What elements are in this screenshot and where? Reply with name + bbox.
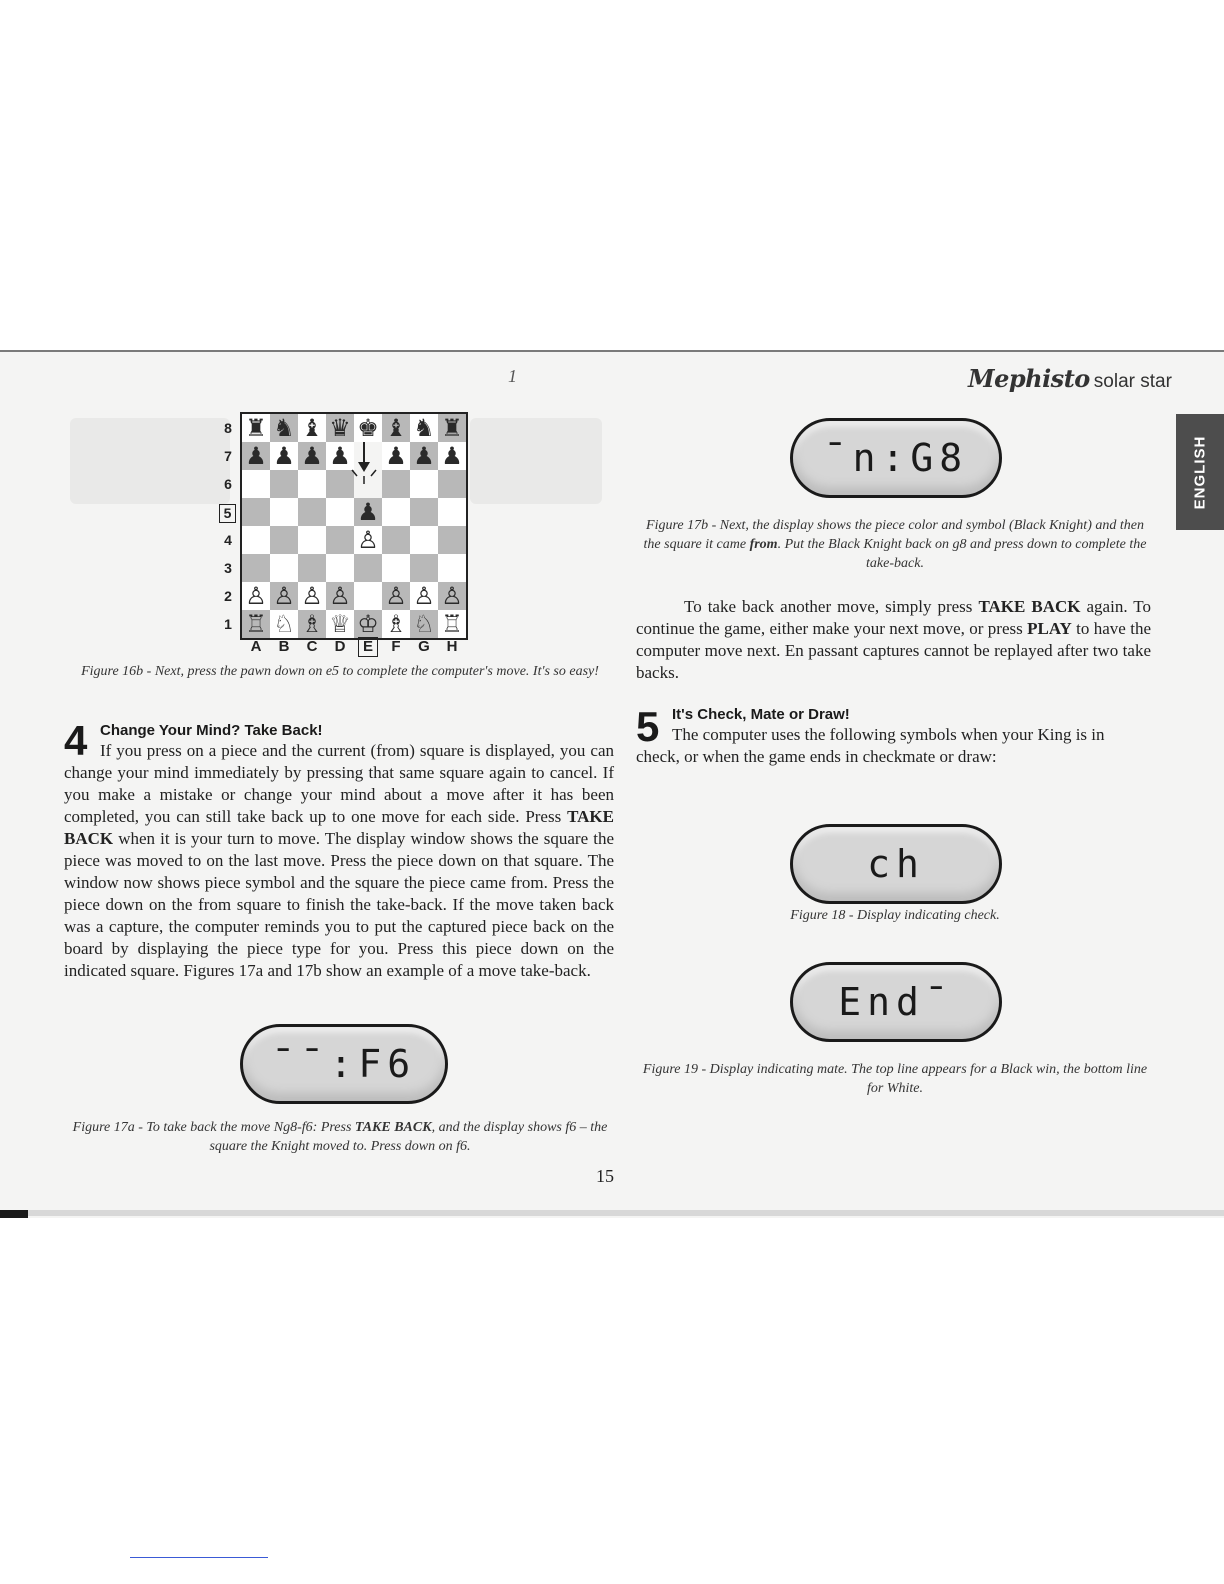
board-square-g5 <box>410 498 438 526</box>
file-label-c: C <box>306 638 318 655</box>
board-square-g1: ♘ <box>410 610 438 638</box>
board-square-c6 <box>298 470 326 498</box>
file-label-e: E <box>358 637 378 657</box>
board-square-a1: ♖ <box>242 610 270 638</box>
board-square-c5 <box>298 498 326 526</box>
binding-mark <box>0 1210 28 1218</box>
figure-18-caption: Figure 18 - Display indicating check. <box>790 908 1000 923</box>
board-square-a8: ♜ <box>242 414 270 442</box>
board-square-e2 <box>354 582 382 610</box>
rank-label-5: 5 <box>219 504 236 523</box>
file-label-d: D <box>334 638 346 655</box>
file-label-g: G <box>418 638 430 655</box>
language-tab <box>1176 414 1224 530</box>
section-4-text-1: If you press on a piece and the current (from) square is displayed, you can change your mind immediately by pressing that same square again to cancel. If you make a mistake or change your mind about a move after it has been completed, you can still take back up to one move for each side. Press <box>64 741 614 826</box>
board-square-f4 <box>382 526 410 554</box>
board-square-e8: ♚ <box>354 414 382 442</box>
file-label-f: F <box>391 638 401 655</box>
takeback-text-3: to have the computer move next. En passant captures cannot be replayed after two take backs. <box>636 619 1151 682</box>
figure-16b-caption: Figure 16b - Next, press the pawn down on e5 to complete the computer's move. It's so easy! <box>81 664 599 679</box>
brand-script: Mephisto <box>968 364 1090 393</box>
board-square-d7: ♟ <box>326 442 354 470</box>
board-square-a5 <box>242 498 270 526</box>
board-square-a4 <box>242 526 270 554</box>
board-square-f3 <box>382 554 410 582</box>
board-square-e1: ♔ <box>354 610 382 638</box>
board-square-f8: ♝ <box>382 414 410 442</box>
lcd-19-text: End¯ <box>838 980 954 1024</box>
section-4-body <box>64 740 614 982</box>
board-square-d4 <box>326 526 354 554</box>
fig17a-bold: TAKE BACK <box>354 1120 432 1135</box>
section-4-text-2: when it is your turn to move. The display window shows the square the piece was moved to on the last move. Press the piece down on that square. The window now shows piece symbol and the square the piece came from. Press the piece down on the from square to finish the take-back. If the move taken back was a capture, the computer reminds you to put the captured piece back on the board by displaying the piece type for you. Press this piece down on the indicated square. Figures 17a and 17b show an example of a move take-back. <box>64 829 614 980</box>
lcd-display-19 <box>790 962 1002 1042</box>
board-square-d5 <box>326 498 354 526</box>
board-square-b8: ♞ <box>270 414 298 442</box>
fig17b-bold: from <box>749 537 778 552</box>
section-5-text: The computer uses the following symbols when your King is in check, or when the game ends in checkmate or draw: <box>636 725 1105 766</box>
lcd-17a-text: ¯¯:F6 <box>271 1042 417 1086</box>
page-bottom-edge <box>0 1210 1224 1216</box>
board-square-g4 <box>410 526 438 554</box>
show-through-image <box>70 418 230 504</box>
section-5-number: 5 <box>636 703 660 750</box>
board-square-b3 <box>270 554 298 582</box>
move-arrow-icon <box>346 440 382 490</box>
rank-label-6: 6 <box>224 476 232 492</box>
board-square-g6 <box>410 470 438 498</box>
board-square-h8: ♜ <box>438 414 466 442</box>
board-square-a2: ♙ <box>242 582 270 610</box>
board-square-b6 <box>270 470 298 498</box>
fig17a-text-2: , and the display shows f6 – the square the Knight moved to. Press down on f6. <box>209 1120 608 1154</box>
section-4-number: 4 <box>64 717 88 764</box>
takeback-text-2: again. To continue the game, either make your next move, or press <box>636 597 1151 638</box>
page-number: 15 <box>596 1166 614 1186</box>
board-square-e4: ♙ <box>354 526 382 554</box>
board-square-b5 <box>270 498 298 526</box>
board-square-a3 <box>242 554 270 582</box>
section-4-bold-1: TAKE BACK <box>64 807 614 848</box>
file-label-h: H <box>446 638 458 655</box>
rank-label-1: 1 <box>224 616 232 632</box>
board-square-e5: ♟ <box>354 498 382 526</box>
board-square-d3 <box>326 554 354 582</box>
board-square-c8: ♝ <box>298 414 326 442</box>
board-square-h1: ♖ <box>438 610 466 638</box>
board-square-h6 <box>438 470 466 498</box>
rank-label-2: 2 <box>224 588 232 604</box>
board-square-h5 <box>438 498 466 526</box>
board-square-h7: ♟ <box>438 442 466 470</box>
board-square-c2: ♙ <box>298 582 326 610</box>
board-square-d8: ♛ <box>326 414 354 442</box>
lcd-display-17b <box>790 418 1002 498</box>
takeback-text-1: To take back another move, simply press <box>684 597 979 616</box>
brand-product: solar star <box>1093 371 1172 392</box>
board-square-f2: ♙ <box>382 582 410 610</box>
figure-17b-caption <box>640 516 1150 573</box>
rank-label-3: 3 <box>224 560 232 576</box>
board-square-c4 <box>298 526 326 554</box>
board-square-b1: ♘ <box>270 610 298 638</box>
file-label-a: A <box>250 638 262 655</box>
board-square-g8: ♞ <box>410 414 438 442</box>
stray-mark: 1 <box>508 366 517 386</box>
fig17a-text-1: Figure 17a - To take back the move Ng8-f6: Press <box>72 1120 355 1135</box>
board-square-e3 <box>354 554 382 582</box>
section-5-title: It's Check, Mate or Draw! <box>672 706 850 723</box>
fig17b-text-1: Figure 17b - Next, the display shows the piece color and symbol (Black Knight) and then the square it came <box>643 518 1144 552</box>
lcd-18-text: ch <box>867 842 925 886</box>
figure-17a-caption <box>64 1118 616 1156</box>
board-square-d1: ♕ <box>326 610 354 638</box>
lcd-17b-text: ¯n:G8 <box>823 436 969 480</box>
board-square-c7: ♟ <box>298 442 326 470</box>
section-4-title: Change Your Mind? Take Back! <box>100 722 323 739</box>
board-square-c3 <box>298 554 326 582</box>
rank-label-4: 4 <box>224 532 232 548</box>
board-square-b7: ♟ <box>270 442 298 470</box>
board-square-g3 <box>410 554 438 582</box>
takeback-paragraph <box>636 596 1151 684</box>
board-square-b4 <box>270 526 298 554</box>
language-tab-label: ENGLISH <box>1191 435 1209 509</box>
brand-logo <box>968 364 1172 393</box>
takeback-bold-1: TAKE BACK <box>978 597 1081 616</box>
board-square-b2: ♙ <box>270 582 298 610</box>
board-square-c1: ♗ <box>298 610 326 638</box>
rank-label-8: 8 <box>224 420 232 436</box>
board-square-h3 <box>438 554 466 582</box>
rank-label-7: 7 <box>224 448 232 464</box>
board-square-g2: ♙ <box>410 582 438 610</box>
figure-19-caption: Figure 19 - Display indicating mate. The top line appears for a Black win, the bottom line for White. <box>642 1062 1148 1096</box>
lcd-display-17a <box>240 1024 448 1104</box>
board-square-f6 <box>382 470 410 498</box>
file-label-b: B <box>278 638 290 655</box>
board-square-g7: ♟ <box>410 442 438 470</box>
section-5-body <box>636 724 1151 768</box>
board-square-h2: ♙ <box>438 582 466 610</box>
board-square-f1: ♗ <box>382 610 410 638</box>
board-square-h4 <box>438 526 466 554</box>
link-underline <box>130 1557 268 1558</box>
board-square-a7: ♟ <box>242 442 270 470</box>
board-square-f5 <box>382 498 410 526</box>
fig17b-text-2: . Put the Black Knight back on g8 and press down to complete the take-back. <box>777 537 1147 571</box>
takeback-bold-2: PLAY <box>1027 619 1072 638</box>
lcd-display-18 <box>790 824 1002 904</box>
board-square-d2: ♙ <box>326 582 354 610</box>
board-square-f7: ♟ <box>382 442 410 470</box>
show-through-image <box>470 418 602 504</box>
board-square-a6 <box>242 470 270 498</box>
